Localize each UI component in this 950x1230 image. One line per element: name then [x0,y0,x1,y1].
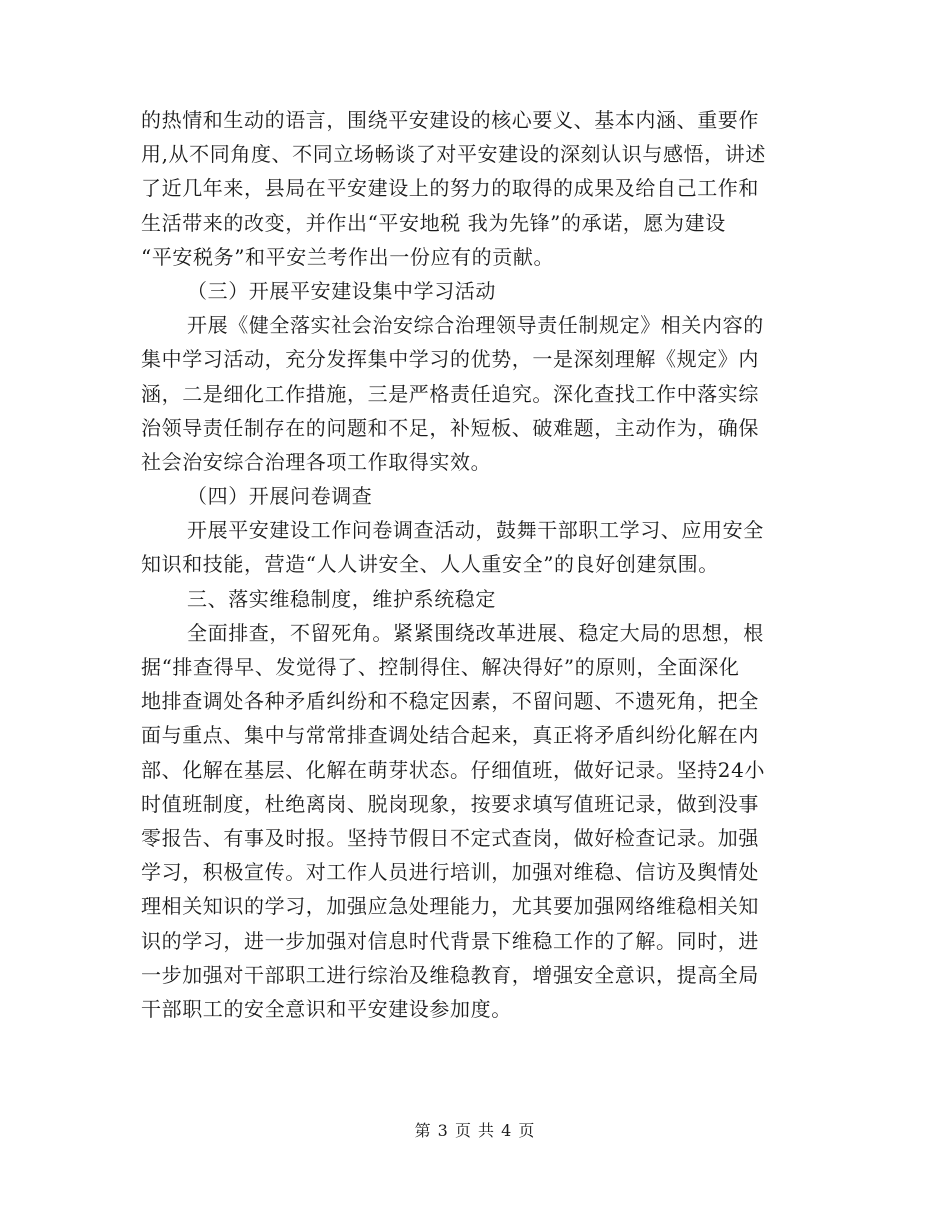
text-line: 用,从不同角度、不同立场畅谈了对平安建设的深刻认识与感悟，讲述 [141,142,766,167]
text-line: “平安税务”和平安兰考作出一份应有的贡献。 [141,244,555,269]
text-line: 集中学习活动，充分发挥集中学习的优势，一是深刻理解《规定》内 [141,347,759,372]
text-line: 地排查调处各种矛盾纠纷和不稳定因素，不留问题、不遗死角，把全 [141,689,759,714]
text-line: 社会治安综合治理各项工作取得实效。 [141,449,492,474]
paragraph-start: 开展平安建设工作问卷调查活动，鼓舞干部职工学习、应用安全 [187,518,764,543]
text-line: 部、化解在基层、化解在萌芽状态。仔细值班，做好记录。坚持24小 [141,757,766,782]
text-line: 学习，积极宣传。对工作人员进行培训，加强对维稳、信访及舆情处 [141,860,759,885]
text-line: 涵，二是细化工作措施，三是严格责任追究。深化查找工作中落实综 [141,381,759,406]
text-line: 零报告、有事及时报。坚持节假日不定式查岗，做好检查记录。加强 [141,825,759,850]
text-line: 识的学习，进一步加强对信息时代背景下维稳工作的了解。同时，进 [141,928,759,953]
text-line: 的热情和生动的语言，围绕平安建设的核心要义、基本内涵、重要作 [141,108,759,132]
text-line: 面与重点、集中与常常排查调处结合起来，真正将矛盾纠纷化解在内 [141,723,759,748]
text-line: 治领导责任制存在的问题和不足，补短板、破难题，主动作为，确保 [141,415,759,440]
text-line: 理相关知识的学习，加强应急处理能力，尤其要加强网络维稳相关知 [141,894,759,919]
paragraph-start: 开展《健全落实社会治安综合治理领导责任制规定》相关内容的 [187,313,764,338]
text-line: 一步加强对干部职工进行综治及维稳教育，增强安全意识，提高全局 [141,962,759,987]
text-line: 知识和技能，营造“人人讲安全、人人重安全”的良好创建氛围。 [141,552,719,577]
page-number-footer: 第 3 页 共 4 页 [414,1121,536,1140]
section-heading-3: （三）开展平安建设集中学习活动 [187,278,496,303]
paragraph-start: 全面排查，不留死角。紧紧围绕改革进展、稳定大局的思想，根 [187,620,764,645]
section-heading-main-3: 三、落实维稳制度，维护系统稳定 [187,586,496,611]
text-line: 干部职工的安全意识和平安建设参加度。 [141,996,512,1021]
text-line: 时值班制度，杜绝离岗、脱岗现象，按要求填写值班记录，做到没事 [141,791,759,816]
text-line: 据“排查得早、发觉得了、控制得住、解决得好”的原则，全面深化 [141,655,740,679]
document-body [141,103,801,1026]
section-heading-4: （四）开展问卷调查 [187,484,373,509]
text-line: 了近几年来，县局在平安建设上的努力的取得的成果及给自己工作和 [141,176,759,201]
text-line: 生活带来的改变，并作出“平安地税 我为先锋”的承诺，愿为建设 [141,210,726,235]
